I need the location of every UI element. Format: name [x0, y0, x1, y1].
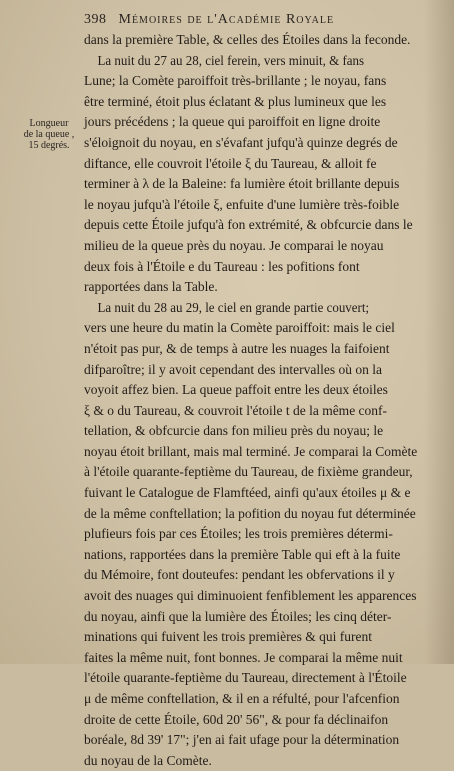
text-line: faites la même nuit, font bonnes. Je comparai la même nuit [84, 649, 403, 665]
text-line: du Mémoire, font douteufes: pendant les obfervations il y [84, 567, 395, 583]
text-line: à l'étoile quarante-feptième du Taureau, de fixième grandeur, [84, 464, 413, 480]
text-line: jours précédens ; la queue qui paroiffoit en ligne droite [84, 114, 381, 130]
margin-note [16, 118, 82, 151]
text-line: depuis cette Étoile jufqu'à fon extrémité, & obfcurcie dans le [84, 217, 413, 233]
text-line: diftance, elle couvroit l'étoile ξ du Taureau, & alloit fe [84, 155, 377, 171]
text-line: noyau étoit brillant, mais mal terminé. Je comparai la Comète [84, 443, 418, 459]
page-number: 398 [84, 12, 107, 27]
text-line: La nuit du 28 au 29, le ciel en grande partie couvert; [97, 299, 370, 315]
text-line: n'étoit pas pur, & de temps à autre les nuages la faifoient [84, 340, 390, 356]
text-line: boréale, 8d 39' 17"; j'en ai fait ufage pour la détermination [84, 732, 400, 748]
text-line: plufieurs fois par ces Étoiles; les trois premières détermi- [84, 526, 393, 542]
body-text [84, 30, 442, 771]
text-line: avoit des nuages qui diminuoient fenfiblement les apparences [84, 588, 417, 604]
text-line: voyoit affez bien. La queue paffoit entre les deux étoiles [84, 382, 388, 398]
text-line: nations, rapportées dans la première Table qui eft à la fuite [84, 546, 401, 562]
text-line: rapportées dans la Table. [84, 279, 218, 295]
text-line: être terminé, étoit plus éclatant & plus lumineux que les [84, 93, 387, 109]
text-line: La nuit du 27 au 28, ciel ferein, vers minuit, & fans [97, 52, 365, 68]
text-line: droite de cette Étoile, 60d 20' 56", & pour fa déclinaifon [84, 711, 389, 727]
text-line: vers une heure du matin la Comète paroiffoit: mais le ciel [84, 320, 395, 336]
running-title: Mémoires de l'Académie Royale [118, 12, 335, 27]
text-line: terminer à λ de la Baleine: fa lumière étoit brillante depuis [84, 176, 400, 192]
text-line: de la même conftellation; la pofition du noyau fut déterminée [84, 505, 416, 521]
page-header [84, 12, 334, 28]
text-line: difparoître; il y avoit cependant des intervalles où on la [84, 361, 383, 377]
text-line: fuivant le Catalogue de Flamftéed, ainfi qu'aux étoiles μ & e [84, 485, 411, 501]
margin-note-line: de la queue , [23, 129, 75, 140]
text-line: minations qui fuivent les trois premières & qui furent [84, 629, 372, 645]
text-line: le noyau jufqu'à l'étoile ξ, enfuite d'une lumière très-foible [84, 196, 400, 212]
text-line: dans la première Table, & celles des Étoiles dans la feconde. [84, 32, 411, 47]
text-line: tellation, & obfcurcie dans fon milieu près du noyau; le [84, 423, 384, 439]
text-line: l'étoile quarante-feptième du Taureau, directement à l'Étoile [84, 670, 407, 686]
text-line: du noyau, ainfi que la lumière des Étoiles; les cinq déter- [84, 608, 392, 624]
text-line: du noyau de la Comète. [84, 752, 212, 768]
margin-note-line: 15 degrés. [28, 140, 70, 151]
text-line: s'éloignoit du noyau, en s'évafant jufqu'à quinze degrés de [84, 134, 398, 150]
text-line: μ de même conftellation, & il en a réfulté, pour l'afcenfion [84, 691, 400, 706]
text-line: milieu de la queue près du noyau. Je comparai le noyau [84, 237, 384, 253]
text-line: Lune; la Comète paroiffoit très-brillante ; le noyau, fans [84, 73, 387, 89]
text-line: deux fois à l'Étoile e du Taureau : les pofitions font [84, 258, 360, 274]
text-line: ξ & o du Taureau, & couvroit l'étoile t de la même conf- [84, 402, 388, 418]
margin-note-line: Longueur [29, 118, 69, 129]
